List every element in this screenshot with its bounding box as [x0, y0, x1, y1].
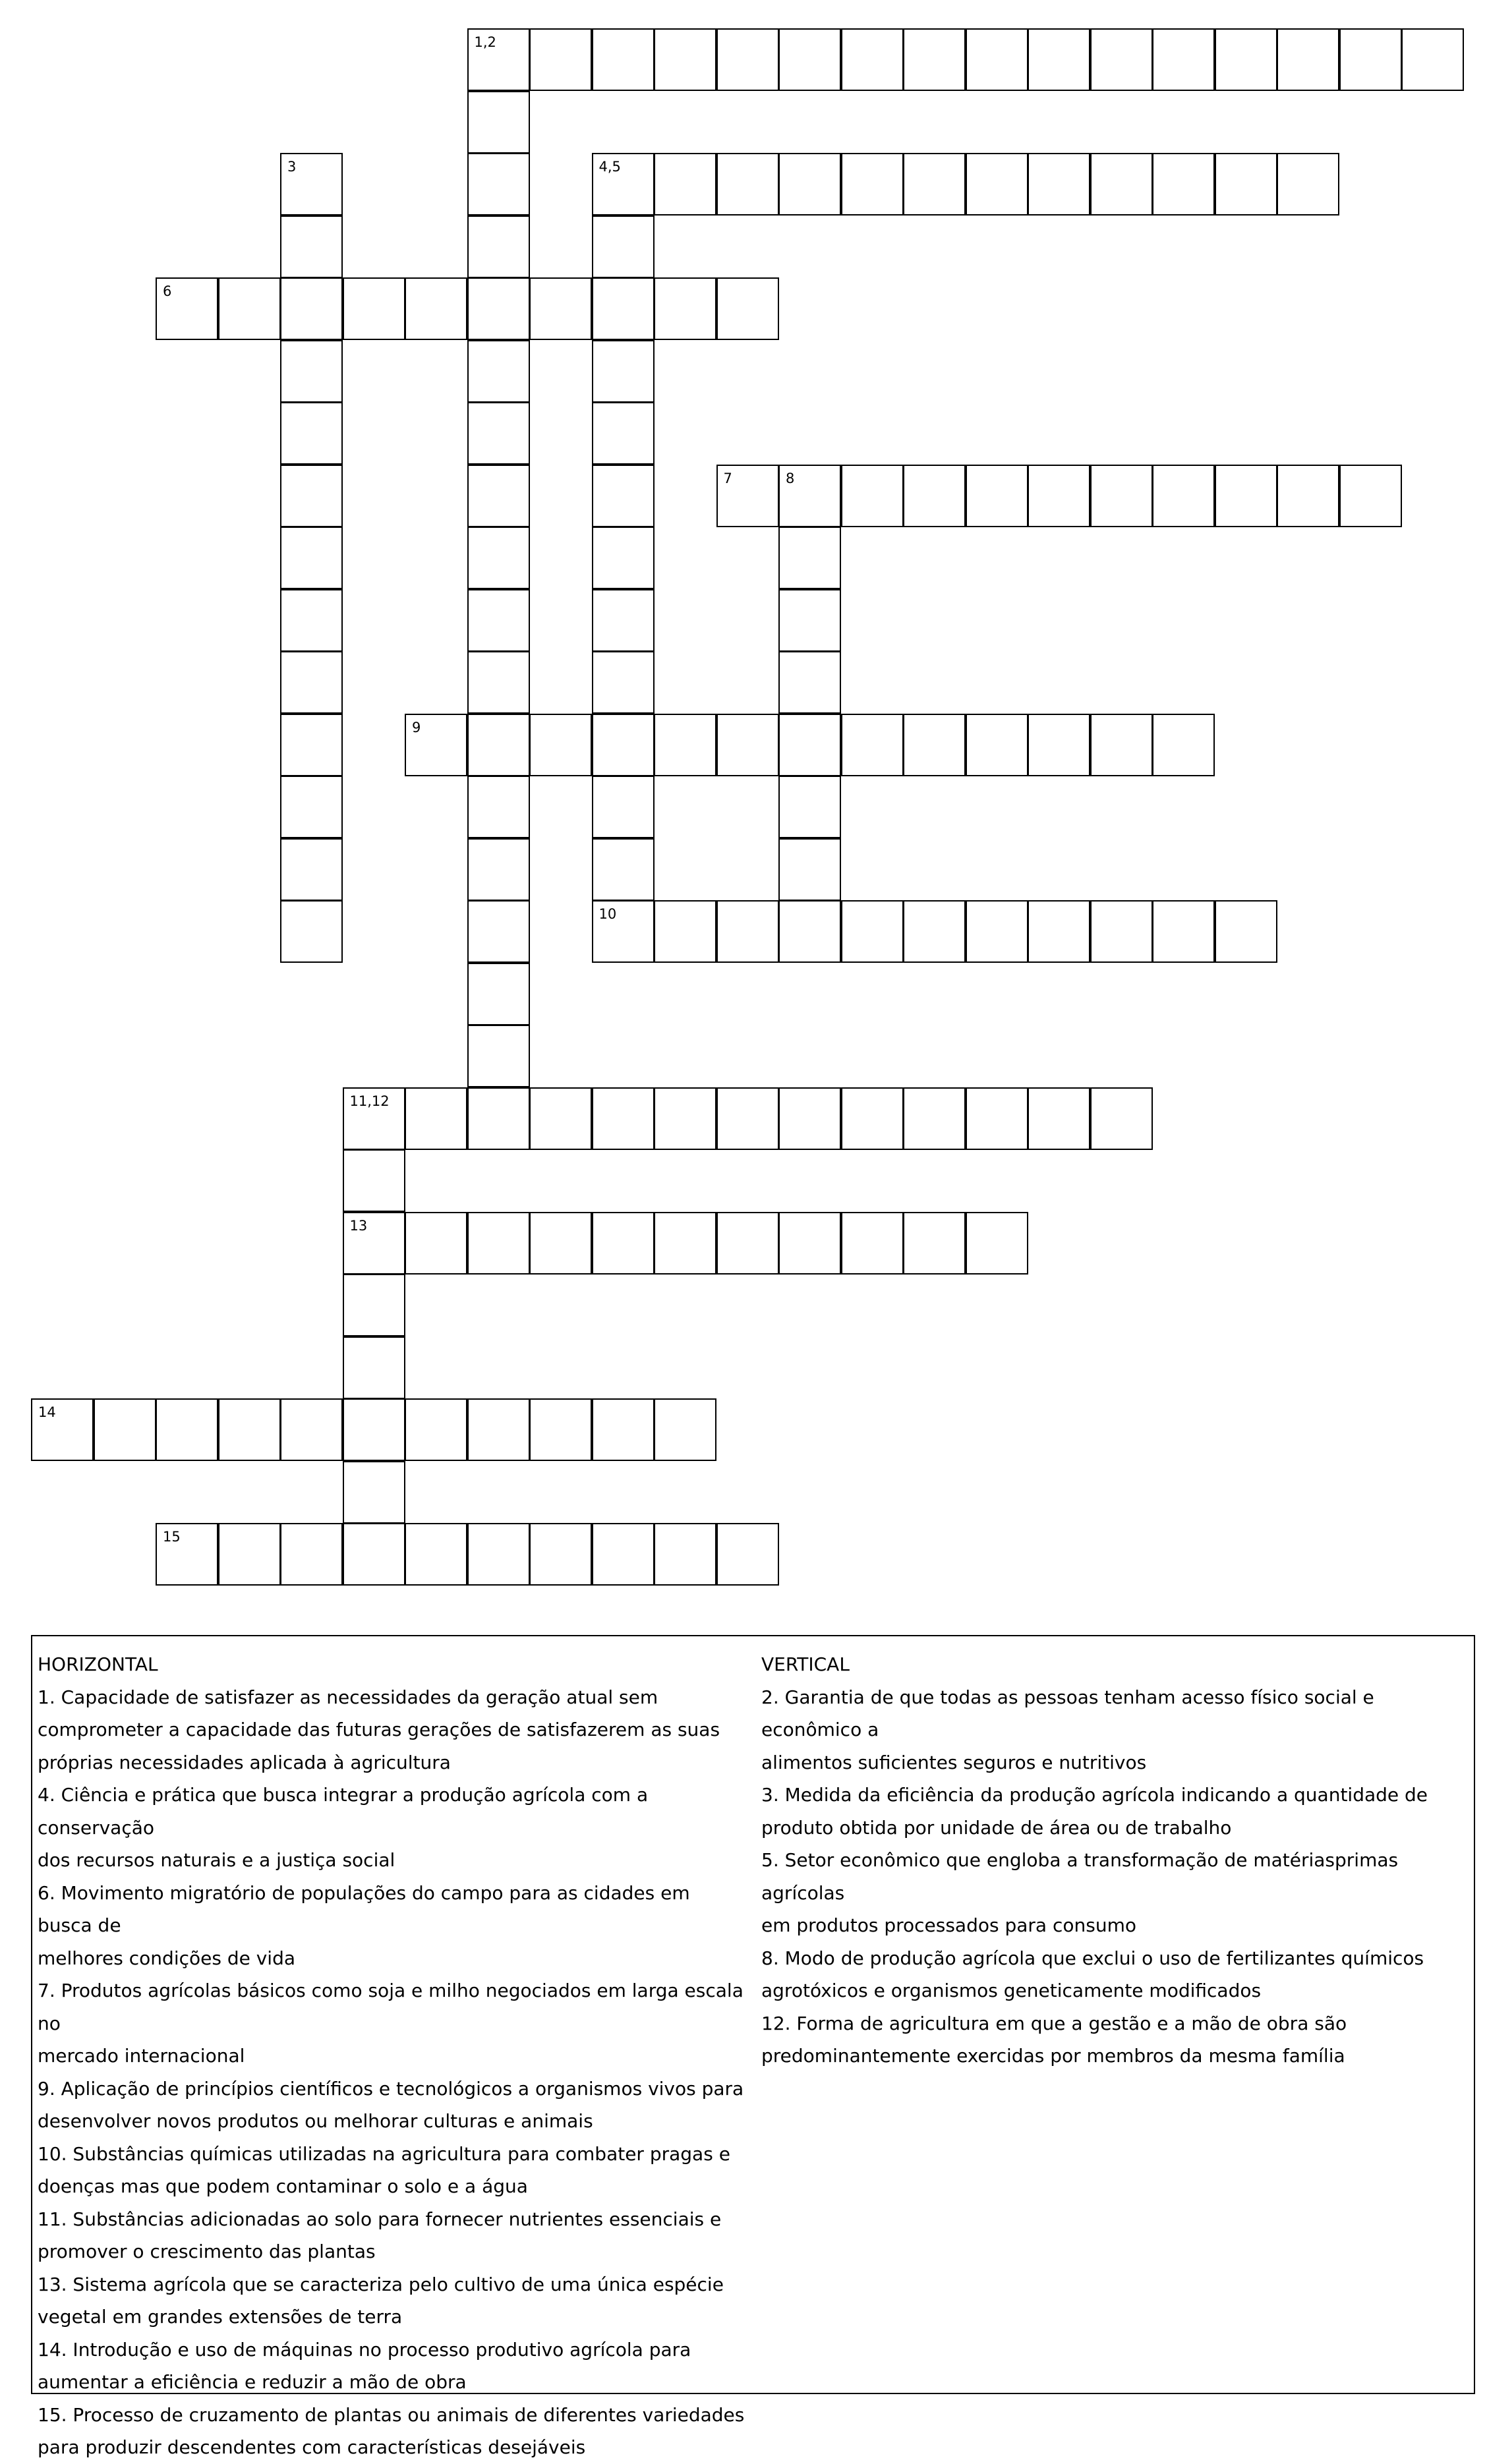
crossword-cell[interactable]: [529, 714, 592, 776]
crossword-cell[interactable]: [343, 277, 405, 340]
clue-line: 13. Sistema agrícola que se caracteriza pelo cultivo de uma única espécie: [38, 2273, 724, 2295]
clue-line: alimentos suficientes seguros e nutritivos: [761, 1751, 1147, 1773]
crossword-cell[interactable]: [218, 277, 281, 340]
crossword-cell[interactable]: [1339, 28, 1402, 91]
crossword-cell[interactable]: [343, 1274, 405, 1336]
crossword-cell[interactable]: [343, 1149, 405, 1212]
crossword-cell[interactable]: [592, 465, 655, 527]
crossword-cell[interactable]: [903, 153, 966, 215]
crossword-cell[interactable]: [654, 1523, 716, 1586]
crossword-cell[interactable]: [903, 1087, 966, 1150]
crossword-cell[interactable]: [903, 28, 966, 91]
crossword-cell[interactable]: [654, 153, 716, 215]
clue-number: 7: [723, 470, 732, 486]
crossword-cell[interactable]: [592, 1212, 655, 1275]
crossword-cell[interactable]: [343, 1212, 405, 1275]
crossword-cell[interactable]: [280, 900, 343, 963]
crossword-cell[interactable]: [778, 153, 841, 215]
crossword-cell[interactable]: [716, 1212, 779, 1275]
vertical-clue-list: [761, 1681, 1470, 2073]
crossword-cell[interactable]: [467, 465, 530, 527]
crossword-cell[interactable]: [966, 1087, 1028, 1150]
crossword-cell[interactable]: [405, 1398, 467, 1461]
crossword-cell[interactable]: [654, 900, 716, 963]
crossword-cell[interactable]: [778, 1212, 841, 1275]
clue-number: 10: [598, 906, 617, 922]
crossword-cell[interactable]: [156, 277, 218, 340]
crossword-cell[interactable]: [1090, 465, 1153, 527]
crossword-cell[interactable]: [529, 1212, 592, 1275]
clue-line: predominantemente exercidas por membros da mesma família: [761, 2045, 1345, 2067]
vertical-heading: VERTICAL: [761, 1653, 850, 1675]
crossword-cell[interactable]: [1215, 153, 1277, 215]
crossword-cell[interactable]: [31, 1398, 94, 1461]
crossword-cell[interactable]: [343, 1523, 405, 1586]
clue-line: aumentar a eficiência e reduzir a mão de obra: [38, 2371, 467, 2393]
clue-line: 2. Garantia de que todas as pessoas tenham acesso físico social e econômico a: [761, 1686, 1374, 1740]
crossword-cell[interactable]: [716, 28, 779, 91]
crossword-cell[interactable]: [467, 1398, 530, 1461]
clue-line: em produtos processados para consumo: [761, 1914, 1136, 1936]
horizontal-clues: [38, 1648, 749, 2464]
clue-line: 6. Movimento migratório de populações do campo para as cidades em busca de: [38, 1881, 690, 1936]
crossword-cell[interactable]: [405, 1212, 467, 1275]
crossword-cell[interactable]: [592, 340, 655, 403]
crossword-cell[interactable]: [592, 838, 655, 901]
crossword-cell[interactable]: [1028, 153, 1090, 215]
crossword-cell[interactable]: [467, 1212, 530, 1275]
crossword-cell[interactable]: [1215, 465, 1277, 527]
clue-number: 8: [786, 470, 795, 486]
crossword-cell[interactable]: [903, 900, 966, 963]
clue-number: 1,2: [474, 34, 496, 50]
crossword-cell[interactable]: [841, 714, 904, 776]
crossword-cell[interactable]: [467, 91, 530, 154]
crossword-cell[interactable]: [343, 1087, 405, 1150]
crossword-cell[interactable]: [841, 900, 904, 963]
crossword-cell[interactable]: [467, 402, 530, 465]
crossword-cell[interactable]: [966, 900, 1028, 963]
crossword-cell[interactable]: [467, 900, 530, 963]
clue-line: produto obtida por unidade de área ou de trabalho: [761, 1816, 1232, 1839]
clue-line: promover o crescimento das plantas: [38, 2241, 376, 2262]
crossword-cell[interactable]: [280, 215, 343, 278]
clue-line: agrotóxicos e organismos geneticamente modificados: [761, 1980, 1262, 2001]
crossword-cell[interactable]: [592, 1523, 655, 1586]
clue-number: 14: [38, 1404, 56, 1420]
clue-line: desenvolver novos produtos ou melhorar culturas e animais: [38, 2110, 593, 2132]
crossword-cell[interactable]: [592, 776, 655, 838]
crossword-cell[interactable]: [654, 714, 716, 776]
clue-line: 1. Capacidade de satisfazer as necessidades da geração atual sem: [38, 1686, 658, 1708]
crossword-cell[interactable]: [592, 651, 655, 714]
crossword-cell[interactable]: [467, 215, 530, 278]
crossword-cell[interactable]: [654, 1087, 716, 1150]
crossword-cell[interactable]: [280, 465, 343, 527]
clue-number: 15: [163, 1529, 181, 1545]
crossword-cell[interactable]: [529, 277, 592, 340]
crossword-cell[interactable]: [1339, 465, 1402, 527]
clue-number: 6: [163, 283, 172, 299]
crossword-cell[interactable]: [592, 527, 655, 589]
clue-line: 5. Setor econômico que engloba a transformação de matériasprimas agrícolas: [761, 1849, 1399, 1904]
crossword-cell[interactable]: [1277, 153, 1339, 215]
crossword-cell[interactable]: [467, 776, 530, 838]
crossword-cell[interactable]: [654, 1212, 716, 1275]
crossword-cell[interactable]: [1028, 714, 1090, 776]
clue-line: 15. Processo de cruzamento de plantas ou animais de diferentes variedades: [38, 2403, 745, 2426]
crossword-cell[interactable]: [405, 1087, 467, 1150]
crossword-cell[interactable]: [592, 1087, 655, 1150]
crossword-cell[interactable]: [778, 465, 841, 527]
clue-line: 12. Forma de agricultura em que a gestão e a mão de obra são: [761, 2012, 1347, 2034]
crossword-cell[interactable]: [467, 589, 530, 652]
crossword-cell[interactable]: [903, 465, 966, 527]
crossword-cell[interactable]: [280, 589, 343, 652]
crossword-cell[interactable]: [529, 28, 592, 91]
crossword-cell[interactable]: [841, 1212, 904, 1275]
crossword-cell[interactable]: [467, 277, 530, 340]
crossword-cell[interactable]: [1215, 28, 1277, 91]
crossword-cell[interactable]: [343, 1461, 405, 1524]
crossword-cell[interactable]: [1090, 1087, 1153, 1150]
crossword-cell[interactable]: [156, 1398, 218, 1461]
crossword-cell[interactable]: [592, 1398, 655, 1461]
crossword-cell[interactable]: [903, 714, 966, 776]
crossword-cell[interactable]: [654, 277, 716, 340]
crossword-cell[interactable]: [467, 1025, 530, 1087]
crossword-cell[interactable]: [778, 776, 841, 838]
crossword-cell[interactable]: [1152, 900, 1215, 963]
crossword-cell[interactable]: [716, 465, 779, 527]
crossword-cell[interactable]: [280, 1398, 343, 1461]
crossword-cell[interactable]: [280, 402, 343, 465]
clue-line: 14. Introdução e uso de máquinas no processo produtivo agrícola para: [38, 2338, 691, 2361]
crossword-cell[interactable]: [280, 838, 343, 901]
crossword-cell[interactable]: [1028, 465, 1090, 527]
crossword-cell[interactable]: [592, 215, 655, 278]
clue-line: comprometer a capacidade das futuras gerações de satisfazerem as suas: [38, 1719, 720, 1740]
crossword-cell[interactable]: [529, 1398, 592, 1461]
crossword-cell[interactable]: [778, 714, 841, 776]
crossword-cell[interactable]: [529, 1523, 592, 1586]
crossword-cell[interactable]: [592, 277, 655, 340]
crossword-cell[interactable]: [654, 28, 716, 91]
clue-line: dos recursos naturais e a justiça social: [38, 1849, 395, 1871]
horizontal-clue-list: [38, 1681, 749, 2464]
crossword-cell[interactable]: [966, 465, 1028, 527]
crossword-cell[interactable]: [280, 714, 343, 776]
crossword-cell[interactable]: [467, 340, 530, 403]
crossword-cell[interactable]: [841, 1087, 904, 1150]
crossword-cell[interactable]: [405, 1523, 467, 1586]
clue-number: 9: [412, 719, 421, 735]
crossword-cell[interactable]: [529, 1087, 592, 1150]
crossword-cell[interactable]: [1028, 900, 1090, 963]
crossword-cell[interactable]: [467, 1087, 530, 1150]
horizontal-heading: HORIZONTAL: [38, 1653, 158, 1675]
clue-line: para produzir descendentes com características desejáveis: [38, 2436, 586, 2458]
crossword-cell[interactable]: [467, 714, 530, 776]
crossword-cell[interactable]: [405, 714, 467, 776]
crossword-cell[interactable]: [1277, 465, 1339, 527]
crossword-cell[interactable]: [94, 1398, 156, 1461]
crossword-cell[interactable]: [592, 28, 655, 91]
crossword-cell[interactable]: [280, 153, 343, 215]
crossword-cell[interactable]: [467, 1523, 530, 1586]
clue-line: 4. Ciência e prática que busca integrar a produção agrícola com a conservação: [38, 1784, 649, 1839]
crossword-cell[interactable]: [841, 28, 904, 91]
crossword-cell[interactable]: [343, 1398, 405, 1461]
clue-number: 13: [349, 1217, 368, 1234]
crossword-cell[interactable]: [1090, 900, 1153, 963]
crossword-cell[interactable]: [716, 900, 779, 963]
crossword-cell[interactable]: [716, 1523, 779, 1586]
crossword-cell[interactable]: [1090, 714, 1153, 776]
crossword-cell[interactable]: [778, 589, 841, 652]
clue-line: vegetal em grandes extensões de terra: [38, 2306, 403, 2328]
crossword-cell[interactable]: [778, 900, 841, 963]
crossword-cell[interactable]: [1152, 714, 1215, 776]
clue-line: 3. Medida da eficiência da produção agrícola indicando a quantidade de: [761, 1784, 1428, 1806]
crossword-cell[interactable]: [778, 1087, 841, 1150]
crossword-cell[interactable]: [280, 527, 343, 589]
crossword-cell[interactable]: [592, 714, 655, 776]
crossword-cell[interactable]: [467, 963, 530, 1025]
clue-number: 3: [287, 159, 297, 175]
crossword-cell[interactable]: [1401, 28, 1464, 91]
crossword-cell[interactable]: [1152, 153, 1215, 215]
crossword-cell[interactable]: [1152, 28, 1215, 91]
crossword-cell[interactable]: [778, 838, 841, 901]
crossword-cell[interactable]: [841, 153, 904, 215]
crossword-cell[interactable]: [1277, 28, 1339, 91]
crossword-cell[interactable]: [778, 28, 841, 91]
crossword-cell[interactable]: [1090, 153, 1153, 215]
crossword-cell[interactable]: [966, 714, 1028, 776]
crossword-cell[interactable]: [467, 28, 530, 91]
clue-line: 9. Aplicação de princípios científicos e tecnológicos a organismos vivos para: [38, 2077, 744, 2100]
crossword-cell[interactable]: [1215, 900, 1277, 963]
crossword-cell[interactable]: [280, 1523, 343, 1586]
crossword-cell[interactable]: [280, 651, 343, 714]
clue-number: 4,5: [598, 159, 621, 175]
crossword-cell[interactable]: [716, 277, 779, 340]
crossword-cell[interactable]: [592, 402, 655, 465]
clue-line: 7. Produtos agrícolas básicos como soja e milho negociados em larga escala no: [38, 1980, 744, 2034]
crossword-cell[interactable]: [343, 1336, 405, 1399]
crossword-cell[interactable]: [1028, 1087, 1090, 1150]
crossword-cell[interactable]: [966, 1212, 1028, 1275]
crossword-cell[interactable]: [966, 28, 1028, 91]
clue-line: 10. Substâncias químicas utilizadas na agricultura para combater pragas e: [38, 2142, 730, 2165]
crossword-cell[interactable]: [1028, 28, 1090, 91]
crossword-cell[interactable]: [778, 527, 841, 589]
vertical-clues: [761, 1648, 1470, 2073]
crossword-cell[interactable]: [966, 153, 1028, 215]
crossword-cell[interactable]: [467, 153, 530, 215]
crossword-cell[interactable]: [716, 153, 779, 215]
crossword-cell[interactable]: [405, 277, 467, 340]
clue-line: 8. Modo de produção agrícola que exclui o uso de fertilizantes químicos: [761, 1947, 1424, 1969]
crossword-cell[interactable]: [280, 340, 343, 403]
clue-line: mercado internacional: [38, 2045, 245, 2067]
clue-line: próprias necessidades aplicada à agricultura: [38, 1751, 451, 1773]
crossword-cell[interactable]: [841, 465, 904, 527]
clues-box: [31, 1635, 1475, 2458]
crossword-cell[interactable]: [592, 900, 655, 963]
crossword-cell[interactable]: [156, 1523, 218, 1586]
crossword-cell[interactable]: [218, 1398, 281, 1461]
crossword-cell[interactable]: [280, 776, 343, 838]
crossword-cell[interactable]: [592, 153, 655, 215]
crossword-cell[interactable]: [467, 527, 530, 589]
crossword-cell[interactable]: [778, 651, 841, 714]
clue-line: melhores condições de vida: [38, 1947, 296, 1969]
crossword-cell[interactable]: [1152, 465, 1215, 527]
crossword-cell[interactable]: [467, 838, 530, 901]
clue-line: doenças mas que podem contaminar o solo e a água: [38, 2175, 528, 2197]
clue-number: 11,12: [349, 1093, 390, 1109]
crossword-cell[interactable]: [716, 1087, 779, 1150]
crossword-cell[interactable]: [654, 1398, 716, 1461]
crossword-cell[interactable]: [1090, 28, 1153, 91]
crossword-cell[interactable]: [467, 651, 530, 714]
crossword-cell[interactable]: [280, 277, 343, 340]
crossword-cell[interactable]: [903, 1212, 966, 1275]
crossword-cell[interactable]: [716, 714, 779, 776]
crossword-cell[interactable]: [592, 589, 655, 652]
clue-line: 11. Substâncias adicionadas ao solo para fornecer nutrientes essenciais e: [38, 2208, 722, 2230]
crossword-cell[interactable]: [218, 1523, 281, 1586]
